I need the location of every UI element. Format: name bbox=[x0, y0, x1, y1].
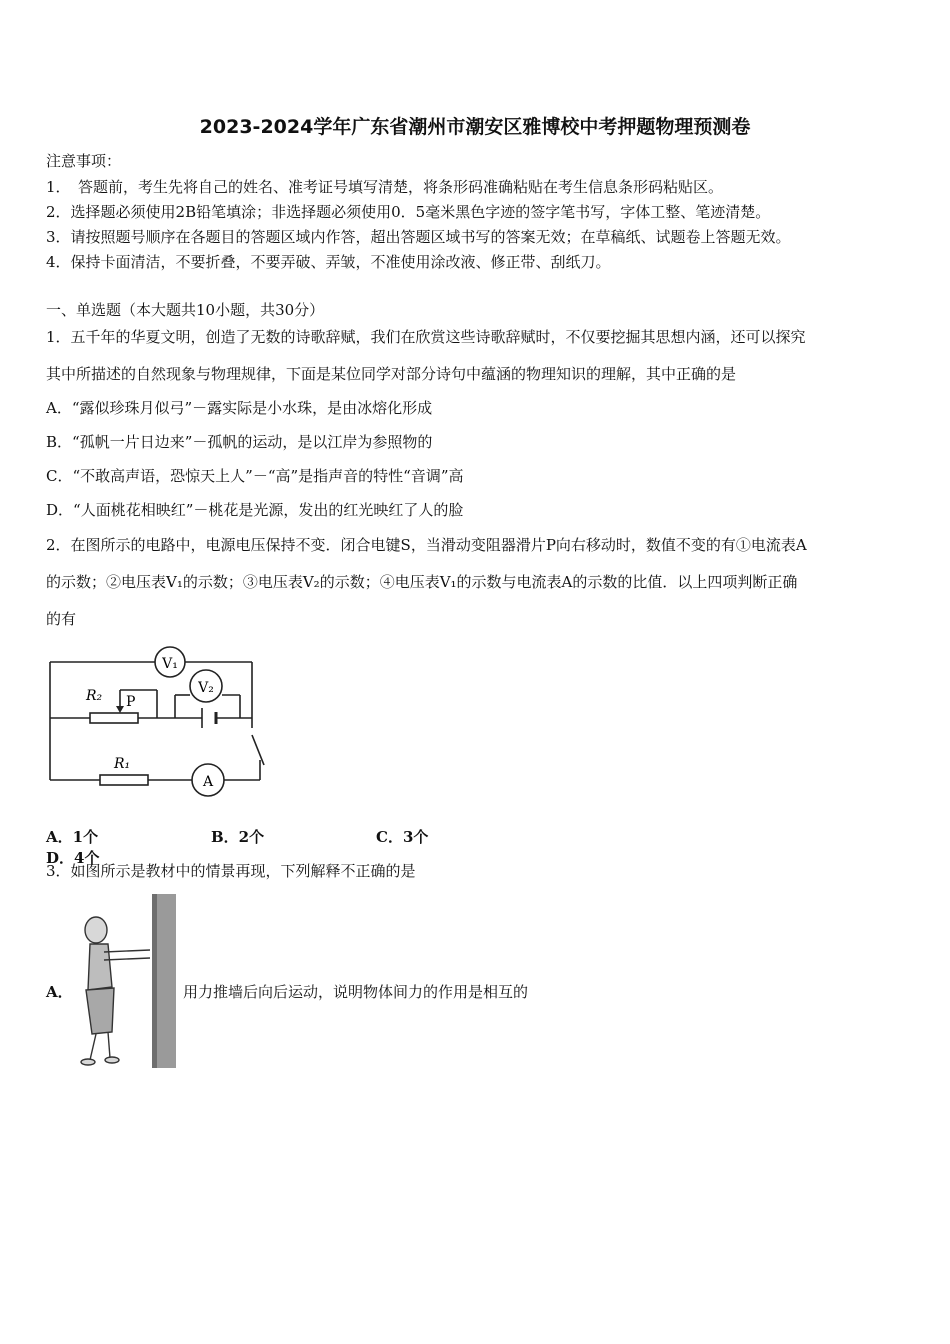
notice-heading: 注意事项： bbox=[46, 152, 122, 170]
q2-option-a: A．1个 bbox=[46, 828, 99, 846]
v1-label: V₁ bbox=[162, 656, 178, 672]
r2-label: R₂ bbox=[86, 688, 103, 704]
q1-option-b: B．“孤帆一片日边来”－孤帆的运动，是以江岸为参照物的 bbox=[46, 433, 433, 451]
q3-option-a-label: A． bbox=[46, 983, 73, 1001]
circuit-diagram bbox=[40, 640, 280, 805]
q1-option-a: A．“露似珍珠月似弓”－露实际是小水珠，是由冰熔化形成 bbox=[46, 399, 433, 417]
page-title: 2023-2024学年广东省潮州市潮安区雅博校中考押题物理预测卷 bbox=[199, 116, 751, 138]
q2-stem-line2: 的示数；②电压表V₁的示数；③电压表V₂的示数；④电压表V₁的示数与电流表A的示数的比值．以上四项判断正确 bbox=[46, 573, 798, 591]
q2-stem-line3: 的有 bbox=[46, 610, 77, 628]
slider-p-label: P bbox=[126, 694, 136, 710]
v2-label: V₂ bbox=[198, 680, 214, 696]
notice-item: 2．选择题必须使用2B铅笔填涂；非选择题必须使用0．5毫米黑色字迹的签字笔书写，字体工整、笔迹清楚。 bbox=[46, 203, 771, 221]
q1-option-c: C．“不敢高声语，恐惊天上人”－“高”是指声音的特性“音调”高 bbox=[46, 467, 464, 485]
q2-option-d: D．4个 bbox=[46, 849, 100, 867]
notice-item: 3．请按照题号顺序在各题目的答题区域内作答，超出答题区域书写的答案无效；在草稿纸、试题卷上答题无效。 bbox=[46, 228, 791, 246]
q2-stem-line1: 2．在图所示的电路中，电源电压保持不变．闭合电键S，当滑动变阻器滑片P向右移动时，数值不变的有①电流表A bbox=[46, 536, 807, 554]
person-pushing-wall-illustration bbox=[78, 892, 180, 1072]
notice-item: 4．保持卡面清洁，不要折叠，不要弄破、弄皱，不准使用涂改液、修正带、刮纸刀。 bbox=[46, 253, 611, 271]
q2-option-b: B．2个 bbox=[211, 828, 265, 846]
q1-stem-line2: 其中所描述的自然现象与物理规律，下面是某位同学对部分诗句中蕴涵的物理知识的理解，其中正确的是 bbox=[46, 365, 737, 383]
q3-stem: 3．如图所示是教材中的情景再现，下列解释不正确的是 bbox=[46, 862, 416, 880]
section-heading: 一、单选题（本大题共10小题，共30分） bbox=[46, 301, 325, 319]
q3-option-a-text: 用力推墙后向后运动，说明物体间力的作用是相互的 bbox=[183, 983, 529, 1001]
q2-option-c: C．3个 bbox=[376, 828, 429, 846]
r1-label: R₁ bbox=[114, 756, 131, 772]
ammeter-label: A bbox=[202, 774, 214, 790]
notice-item: 1． 答题前，考生先将自己的姓名、准考证号填写清楚，将条形码准确粘贴在考生信息条形码粘贴区。 bbox=[46, 178, 724, 196]
q1-stem-line1: 1．五千年的华夏文明，创造了无数的诗歌辞赋，我们在欣赏这些诗歌辞赋时，不仅要挖掘其思想内涵，还可以探究 bbox=[46, 328, 806, 346]
q1-option-d: D．“人面桃花相映红”－桃花是光源，发出的红光映红了人的脸 bbox=[46, 501, 464, 519]
